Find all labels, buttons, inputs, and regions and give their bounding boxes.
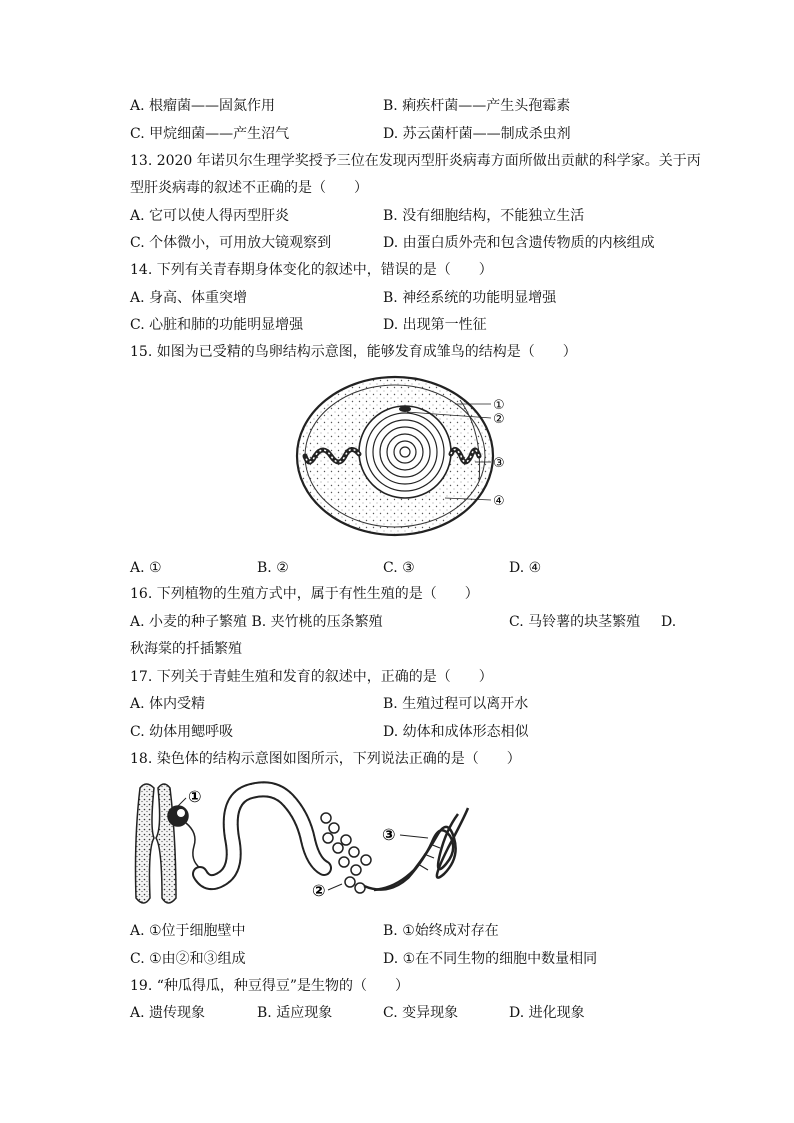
nucleosome-beads xyxy=(321,813,371,893)
q14-stem: 14. 下列有关青春期身体变化的叙述中，错误的是（ ） xyxy=(130,262,493,278)
q13-option-b: B. 没有细胞结构，不能独立生活 xyxy=(383,208,585,224)
chromatid-left xyxy=(136,784,155,903)
q15-option-c: C. ③ xyxy=(383,560,415,576)
q16-option-d-prefix: D. xyxy=(661,614,677,630)
egg-label-4: ④ xyxy=(493,494,505,509)
bird-egg-diagram xyxy=(295,372,525,540)
q12-option-a: A. 根瘤菌——固氮作用 xyxy=(130,98,276,114)
q16-option-d-text: 秋海棠的扦插繁殖 xyxy=(130,641,242,657)
q19-option-a: A. 遗传现象 xyxy=(130,1005,206,1021)
q16-option-a-b: A. 小麦的种子繁殖 B. 夹竹桃的压条繁殖 xyxy=(130,614,383,630)
q17-stem: 17. 下列关于青蛙生殖和发育的叙述中，正确的是（ ） xyxy=(130,669,493,685)
q18-option-c: C. ①由②和③组成 xyxy=(130,951,246,967)
chromosome-diagram xyxy=(128,778,478,913)
q17-option-a: A. 体内受精 xyxy=(130,696,206,712)
chromosome-label-2: ② xyxy=(312,881,326,900)
q15-stem: 15. 如图为已受精的鸟卵结构示意图，能够发育成雏鸟的结构是（ ） xyxy=(130,344,577,360)
q16-option-c: C. 马铃薯的块茎繁殖 xyxy=(509,614,641,630)
q18-option-d: D. ①在不同生物的细胞中数量相同 xyxy=(383,951,598,967)
q12-option-b: B. 痢疾杆菌——产生头孢霉素 xyxy=(383,98,571,114)
q18-option-a: A. ①位于细胞壁中 xyxy=(130,923,246,939)
q18-stem: 18. 染色体的结构示意图如图所示，下列说法正确的是（ ） xyxy=(130,751,521,767)
q12-option-d: D. 苏云菌杆菌——制成杀虫剂 xyxy=(383,126,571,142)
q19-option-d: D. 进化现象 xyxy=(509,1005,585,1021)
q14-option-a: A. 身高、体重突增 xyxy=(130,290,248,306)
q13-option-c: C. 个体微小，可用放大镜观察到 xyxy=(130,235,332,251)
q17-option-b: B. 生殖过程可以离开水 xyxy=(383,696,529,712)
q19-option-b: B. 适应现象 xyxy=(257,1005,333,1021)
q14-option-d: D. 出现第一性征 xyxy=(383,317,487,333)
q13-option-d: D. 由蛋白质外壳和包含遗传物质的内核组成 xyxy=(383,235,655,251)
q18-option-b: B. ①始终成对存在 xyxy=(383,923,499,939)
q15-option-a: A. ① xyxy=(130,560,162,576)
q19-stem: 19. “种瓜得瓜，种豆得豆”是生物的（ ） xyxy=(130,978,410,994)
q14-option-b: B. 神经系统的功能明显增强 xyxy=(383,290,557,306)
magnified-region xyxy=(168,806,188,826)
chromosome-label-3: ③ xyxy=(382,825,396,844)
q17-option-d: D. 幼体和成体形态相似 xyxy=(383,724,529,740)
q13-stem-line1: 13. 2020 年诺贝尔生理学奖授予三位在发现丙型肝炎病毒方面所做出贡献的科学家。关于丙 xyxy=(130,153,701,169)
q14-option-c: C. 心脏和肺的功能明显增强 xyxy=(130,317,304,333)
q16-stem: 16. 下列植物的生殖方式中，属于有性生殖的是（ ） xyxy=(130,586,479,602)
q15-option-d: D. ④ xyxy=(509,560,542,576)
q13-stem-line2: 型肝炎病毒的叙述不正确的是（ ） xyxy=(130,180,368,196)
chromosome-label-1: ① xyxy=(188,787,202,806)
egg-label-1: ① xyxy=(493,398,505,413)
q17-option-c: C. 幼体用鳃呼吸 xyxy=(130,724,234,740)
germinal-disc xyxy=(399,406,411,412)
egg-label-3: ③ xyxy=(493,456,505,471)
dna-helix-strand-1 xyxy=(364,814,458,890)
egg-label-2: ② xyxy=(493,412,505,427)
q12-option-c: C. 甲烷细菌——产生沼气 xyxy=(130,126,290,142)
q19-option-c: C. 变异现象 xyxy=(383,1005,459,1021)
q15-option-b: B. ② xyxy=(257,560,289,576)
chromatid-right xyxy=(156,784,176,903)
q13-option-a: A. 它可以使人得丙型肝炎 xyxy=(130,208,290,224)
